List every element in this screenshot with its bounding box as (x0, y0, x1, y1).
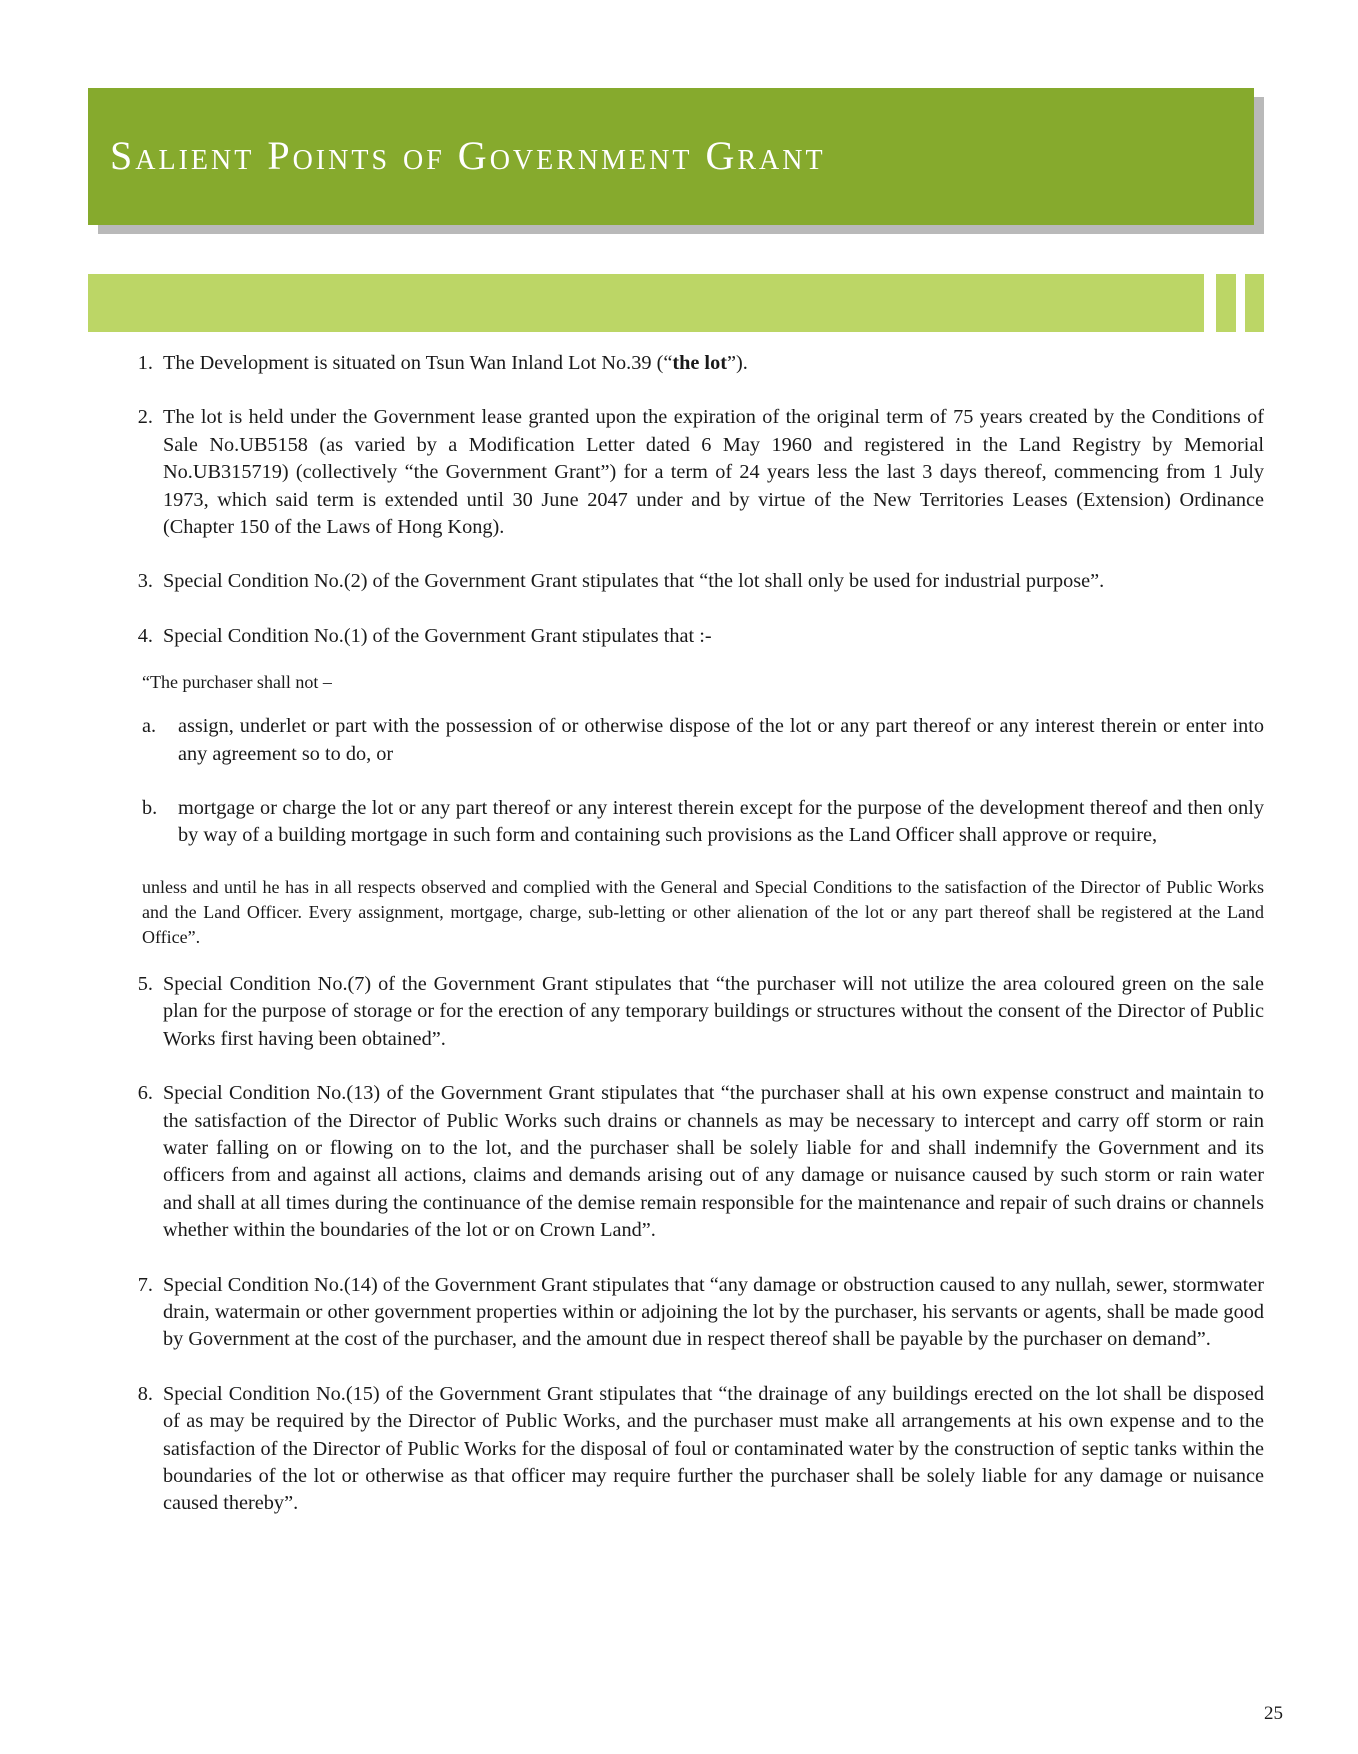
item-text: Special Condition No.(14) of the Government Grant stipulates that “any damage or obstruction caused to any nullah, sewer, stormwater drain, watermain or other government properties within or adjoining the lot by the purchaser, his servants or agents, shall be made good by Government at the cost of the purchaser, and the amount due in respect thereof shall be payable by the purchaser on demand”. (163, 1273, 1264, 1351)
sub-item-text: mortgage or charge the lot or any part thereof or any interest therein except for the purpose of the development thereof and then only by way of a building mortgage in such form and containing such provisions as the Land Officer shall approve or require, (178, 797, 1264, 847)
item-text: Special Condition No.(7) of the Government Grant stipulates that “the purchaser will not utilize the area coloured green on the sale plan for the purpose of storage or for the erection of any temporary buildings or structures without the consent of the Director of Public Works first having been obtained”. (163, 972, 1264, 1050)
page-number: 25 (1264, 1703, 1283, 1724)
closing-paragraph: unless and until he has in all respects observed and complied with the General and Special Conditions to the satisfaction of the Director of Public Works and the Land Officer. Every assignment, mortgage, charge, sub-letting or other alienation of the lot or any part thereof shall be registered at the Land Office”. (142, 876, 1264, 947)
item-text: Special Condition No.(15) of the Government Grant stipulates that “the drainage of any buildings erected on the lot shall be disposed of as may be required by the Director of Public Works, and the purchaser must make all arrangements at his own expense and to the satisfaction of the Director of Public Works for the disposal of foul or contaminated water by the construction of septic tanks within the boundaries of the lot or otherwise as that officer may require further the purchaser shall be solely liable for any damage or nuisance caused thereby”. (163, 1382, 1264, 1515)
decorative-bar (1216, 274, 1236, 332)
page-title: Salient Points of Government Grant (110, 133, 826, 178)
document-body (120, 350, 1264, 1545)
item-number: 6. (137, 1082, 153, 1105)
list-item (120, 568, 1264, 595)
quote-intro: “The purchaser shall not – (142, 672, 332, 693)
sub-list-item (142, 795, 1264, 850)
title-band (88, 88, 1254, 225)
item-text: The Development is situated on Tsun Wan Inland Lot No.39 (“the lot”). (163, 352, 748, 374)
item-number: 7. (137, 1273, 153, 1296)
item-number: 3. (137, 570, 153, 593)
item-text: The lot is held under the Government lease granted upon the expiration of the original term of 75 years created by the Conditions of Sale No.UB5158 (as varied by a Modification Letter dated 6 May 1960 and registered in the Land Registry by Memorial No.UB315719) (collectively “the Government Grant”) for a term of 24 years less the last 3 days thereof, commencing from 1 July 1973, which said term is extended until 30 June 2047 under and by virtue of the New Territories Leases (Extension) Ordinance (Chapter 150 of the Laws of Hong Kong). (163, 406, 1264, 539)
decorative-bar (1245, 274, 1264, 332)
item-number: 2. (137, 406, 153, 429)
item-number: 1. (137, 352, 153, 374)
list-item (120, 623, 1264, 650)
list-item (120, 1272, 1264, 1354)
item-text: Special Condition No.(1) of the Government Grant stipulates that :- (163, 624, 712, 647)
list-item (120, 971, 1264, 1053)
item-number: 5. (137, 972, 153, 995)
decorative-band (88, 274, 1204, 332)
list-item (120, 404, 1264, 541)
sub-list-item (142, 713, 1264, 768)
item-text: Special Condition No.(13) of the Government Grant stipulates that “the purchaser shall at his own expense construct and maintain to the satisfaction of the Director of Public Works such drains or channels as may be necessary to intercept and carry off storm or rain water falling on or flowing on to the lot, and the purchaser shall be solely liable for and shall indemnify the Government and its officers from and against all actions, claims and demands arising out of any damage or nuisance caused by such storm or rain water and shall at all times during the continuance of the demise remain responsible for the maintenance and repair of such drains or channels whether within the boundaries of the lot or on Crown Land”. (163, 1082, 1264, 1242)
list-item (120, 1080, 1264, 1244)
sub-item-text: assign, underlet or part with the possession of or otherwise dispose of the lot or any part thereof or any interest therein or enter into any agreement so to do, or (178, 715, 1264, 765)
sub-item-letter: b. (142, 797, 158, 820)
item-number: 4. (137, 624, 153, 647)
item-text: Special Condition No.(2) of the Government Grant stipulates that “the lot shall only be used for industrial purpose”. (163, 570, 1105, 593)
sub-item-letter: a. (142, 715, 157, 738)
list-item (120, 1381, 1264, 1518)
item-number: 8. (137, 1382, 153, 1405)
list-item (120, 350, 1264, 377)
